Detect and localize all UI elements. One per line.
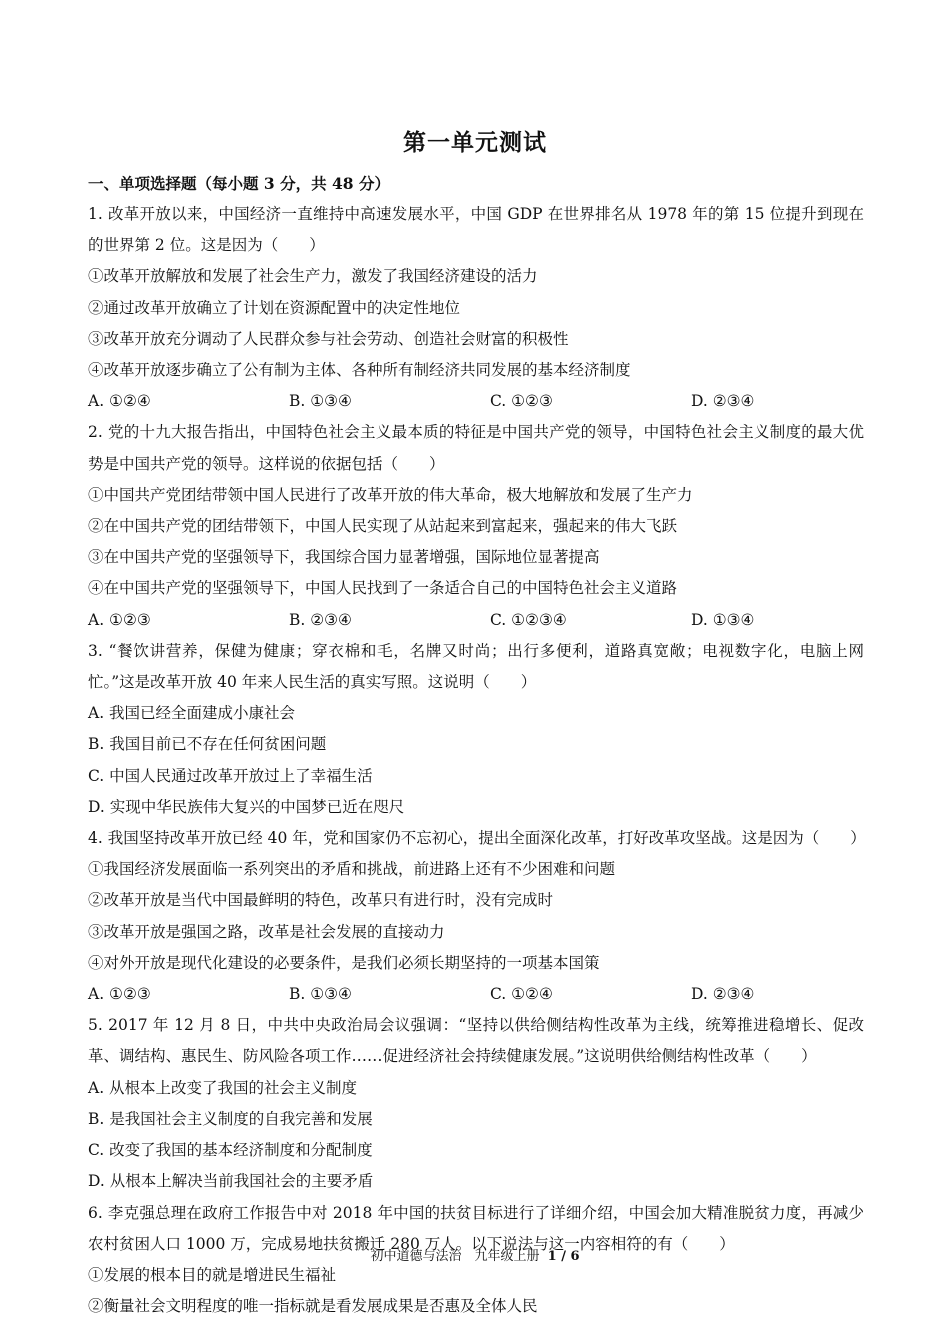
option-c: C. 中国人民通过改革开放过上了幸福生活	[88, 766, 373, 785]
question-stem: 5. 2017 年 12 月 8 日，中共中央政治局会议强调：“坚持以供给侧结构性改革为主线，统筹推进稳增长、促改革、调结构、惠民生、防风险各项工作……促进经济社会持续健康发展。”这说明供给侧结构性改革（ ）	[88, 1016, 864, 1066]
option-a: A. 我国已经全面建成小康社会	[88, 704, 296, 723]
answer-options	[88, 386, 864, 417]
question-1	[88, 199, 864, 417]
option-c: C. 改变了我国的基本经济制度和分配制度	[88, 1141, 373, 1160]
option-a: A. ①②③	[88, 985, 151, 1004]
option-d: D. ②③④	[691, 392, 755, 411]
option-b: B. ①③④	[289, 392, 352, 411]
statement: ①改革开放解放和发展了社会生产力，激发了我国经济建设的活力	[88, 267, 538, 286]
question-2	[88, 417, 864, 635]
statement: ③改革开放是强国之路，改革是社会发展的直接动力	[88, 922, 445, 941]
statement: ②衡量社会文明程度的唯一指标就是看发展成果是否惠及全体人民	[88, 1297, 538, 1316]
statement: ②改革开放是当代中国最鲜明的特色，改革只有进行时，没有完成时	[88, 891, 554, 910]
page-number: 1 / 6	[547, 1249, 580, 1264]
question-stem: 4. 我国坚持改革开放已经 40 年，党和国家仍不忘初心，提出全面深化改革，打好改革攻坚战。这是因为（ ）	[88, 829, 866, 848]
statement: ①我国经济发展面临一系列突出的矛盾和挑战，前进路上还有不少困难和问题	[88, 860, 616, 879]
question-list	[88, 199, 864, 1322]
answer-options	[88, 1073, 864, 1198]
option-c: C. ①②④	[490, 985, 553, 1004]
question-stem: 3. “餐饮讲营养，保健为健康；穿衣棉和毛，名牌又时尚；出行多便利，道路真宽敞；电视数字化，电脑上网忙。”这是改革开放 40 年来人民生活的真实写照。这说明（ ）	[88, 641, 864, 692]
option-b: B. ①③④	[289, 985, 352, 1004]
statement: ③在中国共产党的坚强领导下，我国综合国力显著增强，国际地位显著提高	[88, 548, 600, 567]
option-b: B. ②③④	[289, 610, 352, 629]
option-a: A. 从根本上改变了我国的社会主义制度	[88, 1078, 358, 1097]
question-4	[88, 823, 864, 1010]
option-d: D. 实现中华民族伟大复兴的中国梦已近在咫尺	[88, 797, 405, 816]
page-title: 第一单元测试	[403, 129, 547, 156]
statement: ①中国共产党团结带领中国人民进行了改革开放的伟大革命，极大地解放和发展了生产力	[88, 485, 693, 504]
section-heading: 一、单项选择题（每小题 3 分，共 48 分）	[88, 174, 390, 193]
option-b: B. 是我国社会主义制度的自我完善和发展	[88, 1109, 373, 1128]
answer-options	[88, 979, 864, 1010]
option-d: D. ②③④	[691, 985, 755, 1004]
statement: ④改革开放逐步确立了公有制为主体、各种所有制经济共同发展的基本经济制度	[88, 361, 631, 380]
option-a: A. ①②③	[88, 610, 151, 629]
statement: ④在中国共产党的坚强领导下，中国人民找到了一条适合自己的中国特色社会主义道路	[88, 579, 678, 598]
option-c: C. ①②③	[490, 392, 553, 411]
statement: ②在中国共产党的团结带领下，中国人民实现了从站起来到富起来，强起来的伟大飞跃	[88, 517, 678, 536]
option-d: D. 从根本上解决当前我国社会的主要矛盾	[88, 1172, 374, 1191]
option-d: D. ①③④	[691, 610, 755, 629]
question-5	[88, 1010, 864, 1197]
statement: ①发展的根本目的就是增进民生福祉	[88, 1265, 337, 1284]
option-c: C. ①②③④	[490, 610, 567, 629]
question-stem: 1. 改革开放以来，中国经济一直维持中高速发展水平，中国 GDP 在世界排名从 1978 年的第 15 位提升到现在的世界第 2 位。这是因为（ ）	[88, 205, 864, 255]
statement: ④对外开放是现代化建设的必要条件，是我们必须长期坚持的一项基本国策	[88, 953, 600, 972]
page-footer	[0, 1245, 950, 1264]
question-3	[88, 636, 864, 823]
footer-text: 初中道德与法治 九年级上册	[370, 1249, 540, 1264]
question-stem: 6. 李克强总理在政府工作报告中对 2018 年中国的扶贫目标进行了详细介绍，中国会加大精准脱贫力度，再减少农村贫困人口 1000 万，完成易地扶贫搬迁 280 万人。以下说法与这一内容相符的有（ ）	[88, 1203, 864, 1253]
answer-options	[88, 698, 864, 823]
statement: ②通过改革开放确立了计划在资源配置中的决定性地位	[88, 298, 461, 317]
option-b: B. 我国目前已不存在任何贫困问题	[88, 735, 327, 754]
question-stem: 2. 党的十九大报告指出，中国特色社会主义最本质的特征是中国共产党的领导，中国特色社会主义制度的最大优势是中国共产党的领导。这样说的依据包括（ ）	[88, 423, 864, 473]
option-a: A. ①②④	[88, 392, 151, 411]
answer-options	[88, 605, 864, 636]
statement: ③改革开放充分调动了人民群众参与社会劳动、创造社会财富的积极性	[88, 329, 569, 348]
